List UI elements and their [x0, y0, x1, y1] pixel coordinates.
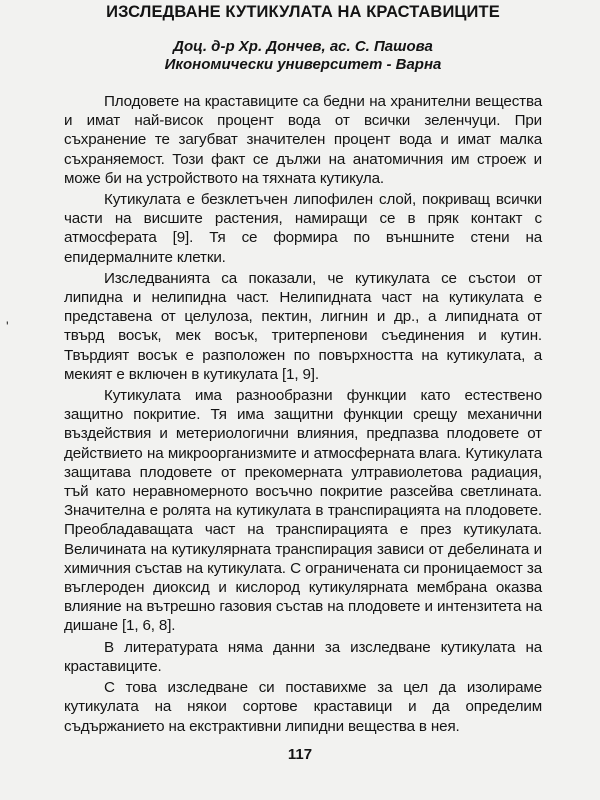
paragraph: Кутикулата е безклетъчен липофилен слой, покриващ всички части на висшите растения, намиращи се в пряк контакт с атмосферата [9]. Тя се формира по външните стени на епидермалните клетки. — [64, 191, 542, 266]
page-number: 117 — [287, 746, 313, 763]
author-line: Доц. д-р Хр. Дончев, ас. С. Пашова — [173, 38, 433, 55]
affiliation-line: Икономически университет - Варна — [164, 56, 442, 73]
document-title: ИЗСЛЕДВАНЕ КУТИКУЛАТА НА КРАСТАВИЦИТЕ — [106, 3, 500, 21]
paragraph: Изследванията са показали, че кутикулата се състои от липидна и нелипидна част. Нелипидната част на кутикулата е представена от целулоза, пектин, лигнин и др., а липидната от твърд восък, мек восък, тритерпенови съединения и кутин. Твърдият восък е разположен по повърхността на кутикулата, а мекият е включен в кутикулата [1, 9]. — [64, 269, 542, 383]
paragraph: Плодовете на краставиците са бедни на хранителни вещества и имат най-висок процент вода от всички зеленчуци. При съхранение те загубват значителен процент вода и имат малка съхраняемост. Този факт се дължи на анатомичния им строеж и може би на устройството на тяхната кутикула. — [64, 93, 542, 187]
body-text — [64, 92, 542, 736]
paragraph: Кутикулата има разнообразни функции като естествено защитно покритие. Тя има защитни функции срещу механични въздействия и метериологични влияния, предпазва плодовете от действието на микроорганизмите и атмосферната влага. Кутикулата защитава плодовете от прекомерната ултравиолетова радиация, тъй като неравномерното восъчно покритие разсейва светлината. Значителна е ролята на кутикулата в транспирацията на плодовете. Преобладаващата част на транспирацията е през кутикулата. Величината на кутикулярната транспирация зависи от дебелината и химичния състав на кутикулата. С ограничената си проницаемост за въглероден диоксид и кислород кутикулярната мембрана оказва влияние на вътрешно газовия състав на плодовете и интензитета на дишане [1, 6, 8]. — [64, 387, 542, 635]
paragraph: В литературата няма данни за изследване кутикулата на краставиците. — [64, 638, 542, 675]
margin-mark: ' — [6, 318, 9, 334]
paragraph: С това изследване си поставихме за цел да изолираме кутикулата на някои сортове краставици и да определим съдържанието на екстрактивни липидни вещества в нея. — [64, 679, 542, 735]
